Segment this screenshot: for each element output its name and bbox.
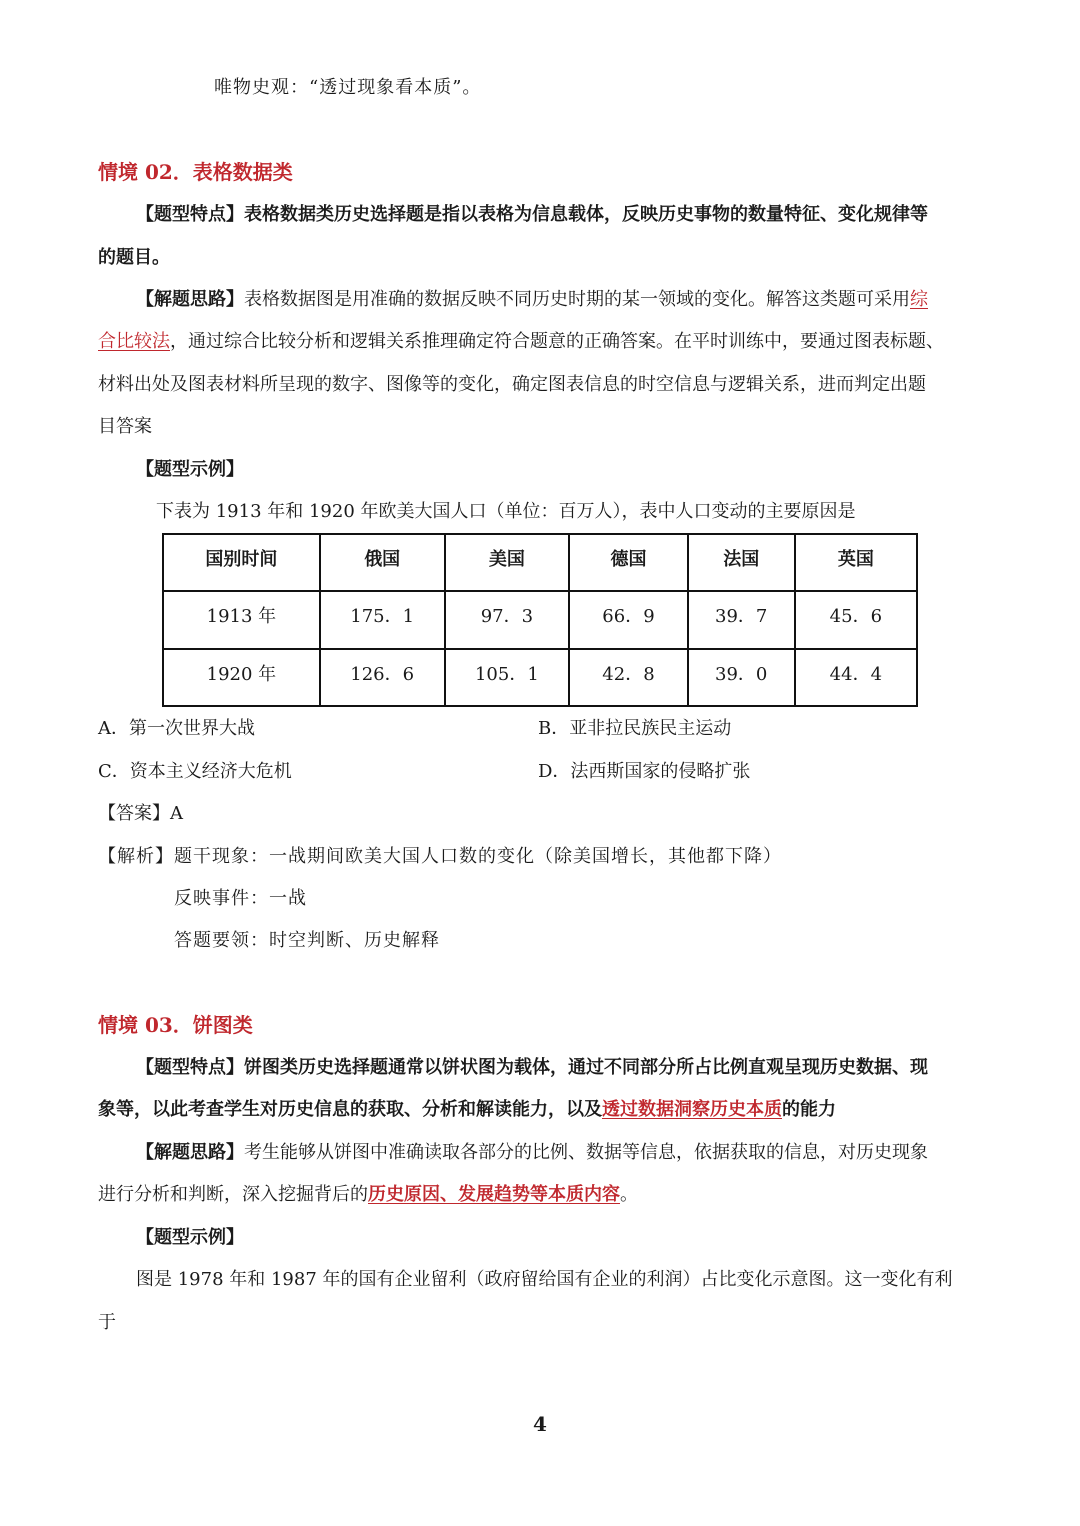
- s03-features-text-3: 的能力: [782, 1099, 836, 1120]
- s03-features-highlight: 透过数据洞察历史本质: [602, 1099, 782, 1120]
- table-row: [163, 649, 917, 706]
- s02-approach-line-3: 材料出处及图表材料所呈现的数字、图像等的变化，确定图表信息的时空信息与逻辑关系，进而判定出题: [98, 374, 926, 395]
- table-cell: 126．6: [320, 649, 445, 706]
- s02-features-line-2: 的题目。: [98, 247, 170, 268]
- population-table: [162, 533, 918, 707]
- s02-approach-line-1: [136, 288, 928, 312]
- analysis-line-2: 反映事件：一战: [174, 888, 307, 909]
- table-cell: 39．0: [688, 649, 795, 706]
- table-cell: 1920 年: [163, 649, 320, 706]
- s02-approach-text-2: ，通过综合比较分析和逻辑关系推理确定符合题意的正确答案。在平时训练中，要通过图表标题、: [170, 331, 944, 352]
- table-cell: 66．9: [569, 591, 687, 648]
- table-cell: 44．4: [795, 649, 917, 706]
- table-cell: 45．6: [795, 591, 917, 648]
- s02-features-label: 【题型特点】: [136, 204, 244, 225]
- s03-approach-line-1: [136, 1141, 928, 1165]
- table-cell: 42．8: [569, 649, 687, 706]
- section-03-title: 情境 03．饼图类: [98, 1013, 253, 1037]
- s03-features-text-1: 饼图类历史选择题通常以饼状图为载体，通过不同部分所占比例直观呈现历史数据、现: [244, 1057, 928, 1078]
- s03-approach-line-2: [98, 1183, 638, 1207]
- option-d: D．法西斯国家的侵略扩张: [538, 761, 751, 782]
- s03-approach-highlight: 历史原因、发展趋势等本质内容: [368, 1184, 620, 1205]
- option-b: B．亚非拉民族民主运动: [538, 718, 732, 739]
- s02-features-text-1: 表格数据类历史选择题是指以表格为信息载体，反映历史事物的数量特征、变化规律等: [244, 204, 928, 225]
- option-c: C．资本主义经济大危机: [98, 761, 292, 782]
- table-row: [163, 591, 917, 648]
- table-header-row: [163, 534, 917, 591]
- s03-approach-text-1: 考生能够从饼图中准确读取各部分的比例、数据等信息，依据获取的信息，对历史现象: [244, 1142, 928, 1163]
- table-cell: 39．7: [688, 591, 795, 648]
- s03-approach-text-2: 进行分析和判断，深入挖掘背后的: [98, 1184, 368, 1205]
- s03-approach-label: 【解题思路】: [136, 1142, 244, 1163]
- s02-example-label: 【题型示例】: [136, 459, 244, 480]
- analysis-line-3: 答题要领：时空判断、历史解释: [174, 930, 440, 951]
- table-cell: 97．3: [445, 591, 570, 648]
- s03-features-label: 【题型特点】: [136, 1057, 244, 1078]
- s02-question: 下表为 1913 年和 1920 年欧美大国人口（单位：百万人），表中人口变动的主要原因是: [156, 501, 856, 522]
- s02-features-line-1: [136, 203, 928, 227]
- s02-approach-line-2: [98, 330, 944, 354]
- table-header-cell: 美国: [445, 534, 570, 591]
- answer-line: 【答案】A: [98, 803, 183, 824]
- section-02-title: 情境 02．表格数据类: [98, 160, 293, 184]
- option-a: A．第一次世界大战: [98, 718, 255, 739]
- s02-approach-highlight-1: 综: [910, 289, 928, 310]
- s02-approach-highlight-2: 合比较法: [98, 331, 170, 352]
- s02-approach-line-4: 目答案: [98, 416, 152, 437]
- analysis-line-1: 【解析】题干现象：一战期间欧美大国人口数的变化（除美国增长，其他都下降）: [98, 846, 782, 867]
- s03-features-text-2: 象等，以此考查学生对历史信息的获取、分析和解读能力，以及: [98, 1099, 602, 1120]
- s02-approach-text-1: 表格数据图是用准确的数据反映不同历史时期的某一领域的变化。解答这类题可采用: [244, 289, 910, 310]
- table-header-cell: 德国: [569, 534, 687, 591]
- s03-features-line-2: [98, 1098, 836, 1122]
- table-cell: 175．1: [320, 591, 445, 648]
- table-cell: 1913 年: [163, 591, 320, 648]
- page-number: 4: [533, 1412, 547, 1436]
- intro-line: 唯物史观：“透过现象看本质”。: [214, 77, 482, 98]
- s03-features-line-1: [136, 1056, 928, 1080]
- s03-approach-text-3: 。: [620, 1184, 638, 1205]
- s02-approach-label: 【解题思路】: [136, 289, 244, 310]
- table-header-cell: 俄国: [320, 534, 445, 591]
- table-header-cell: 英国: [795, 534, 917, 591]
- table-cell: 105．1: [445, 649, 570, 706]
- table-header-cell: 国别时间: [163, 534, 320, 591]
- table-header-cell: 法国: [688, 534, 795, 591]
- s03-question-line-1: 图是 1978 年和 1987 年的国有企业留利（政府留给国有企业的利润）占比变化示意图。这一变化有利: [136, 1269, 953, 1290]
- s03-example-label: 【题型示例】: [136, 1227, 244, 1248]
- s03-question-line-2: 于: [98, 1312, 116, 1333]
